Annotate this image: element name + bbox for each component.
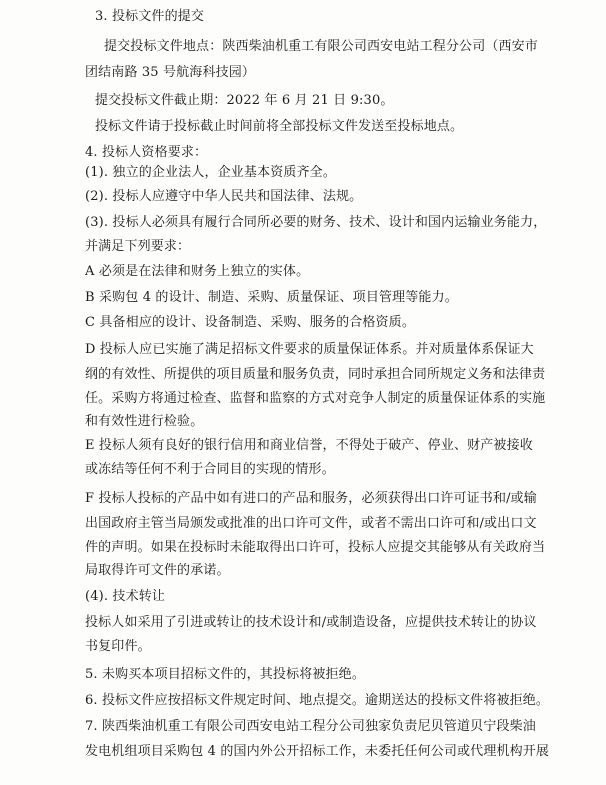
item-f-line1: F 投标人投标的产品中如有进口的产品和服务，必须获得出口许可证书和/或输 — [85, 491, 537, 506]
item-d-line1: D 投标人应已实施了满足招标文件要求的质量保证体系。并对质量体系保证大 — [85, 342, 534, 357]
item-a: A 必须是在法律和财务上独立的实体。 — [85, 264, 310, 279]
item-e-line2: 或冻结等任何不利于合同目的实现的情形。 — [85, 462, 335, 477]
item-e-line1: E 投标人须有良好的银行信用和商业信誉，不得处于破产、停业、财产被接收 — [85, 438, 533, 453]
item-f-line2: 出国政府主管当局颁发或批准的出口许可文件，或者不需出口许可和/或出口文 — [85, 516, 537, 531]
item-f-line4: 局取得许可文件的承诺。 — [85, 563, 230, 578]
item-d-line2: 纲的有效性、所提供的项目质量和服务负责，同时承担合同所规定义务和法律责 — [85, 367, 546, 382]
requirement-1: (1). 独立的企业法人，企业基本资质齐全。 — [85, 165, 336, 180]
section-4-heading: 4. 投标人资格要求： — [85, 145, 208, 160]
tech-transfer-line1: 投标人如采用了引进或转让的技术设计和/或制造设备，应提供技术转让的协议 — [85, 615, 537, 630]
submission-deadline: 提交投标文件截止期：2022 年 6 月 21 日 9:30。 — [95, 93, 394, 108]
submission-address-line1: 提交投标文件地点：陕西柴油机重工有限公司西安电站工程分公司（西安市 — [104, 39, 538, 54]
requirement-4-heading: (4). 技术转让 — [85, 589, 166, 604]
clause-7-line1: 7. 陕西柴油机重工有限公司西安电站工程分公司独家负责尼贝管道贝宁段柴油 — [85, 719, 536, 734]
clause-5: 5. 未购买本项目招标文件的，其投标将被拒绝。 — [85, 667, 365, 682]
clause-7-line2: 发电机组项目采购包 4 的国内外公开招标工作，未委托任何公司或代理机构开展 — [85, 744, 550, 759]
requirement-3-line1: (3). 投标人必须具有履行合同所必要的财务、技术、设计和国内运输业务能力， — [85, 215, 547, 230]
submission-address-line2: 团结南路 35 号航海科技园） — [85, 65, 256, 80]
submission-instruction: 投标文件请于投标截止时间前将全部投标文件发送至投标地点。 — [95, 119, 464, 134]
item-b: B 采购包 4 的设计、制造、采购、质量保证、项目管理等能力。 — [85, 290, 458, 305]
requirement-2: (2). 投标人应遵守中华人民共和国法律、法规。 — [85, 189, 363, 204]
tech-transfer-line2: 书复印件。 — [85, 639, 151, 654]
clause-6: 6. 投标文件应按招标文件规定时间、地点提交。逾期送达的投标文件将被拒绝。 — [85, 693, 550, 708]
item-d-line3: 任。采购方将通过检查、监督和监察的方式对竞争人制定的质量保证体系的实施 — [85, 391, 546, 406]
section-3-heading: 3. 投标文件的提交 — [95, 9, 205, 24]
requirement-3-line2: 并满足下列要求： — [85, 239, 191, 254]
item-c: C 具备相应的设计、设备制造、采购、服务的合格资质。 — [85, 315, 415, 330]
item-f-line3: 件的声明。如果在投标时未能取得出口许可，投标人应提交其能够从有关政府当 — [85, 540, 546, 555]
item-d-line4: 和有效性进行检验。 — [85, 414, 204, 429]
